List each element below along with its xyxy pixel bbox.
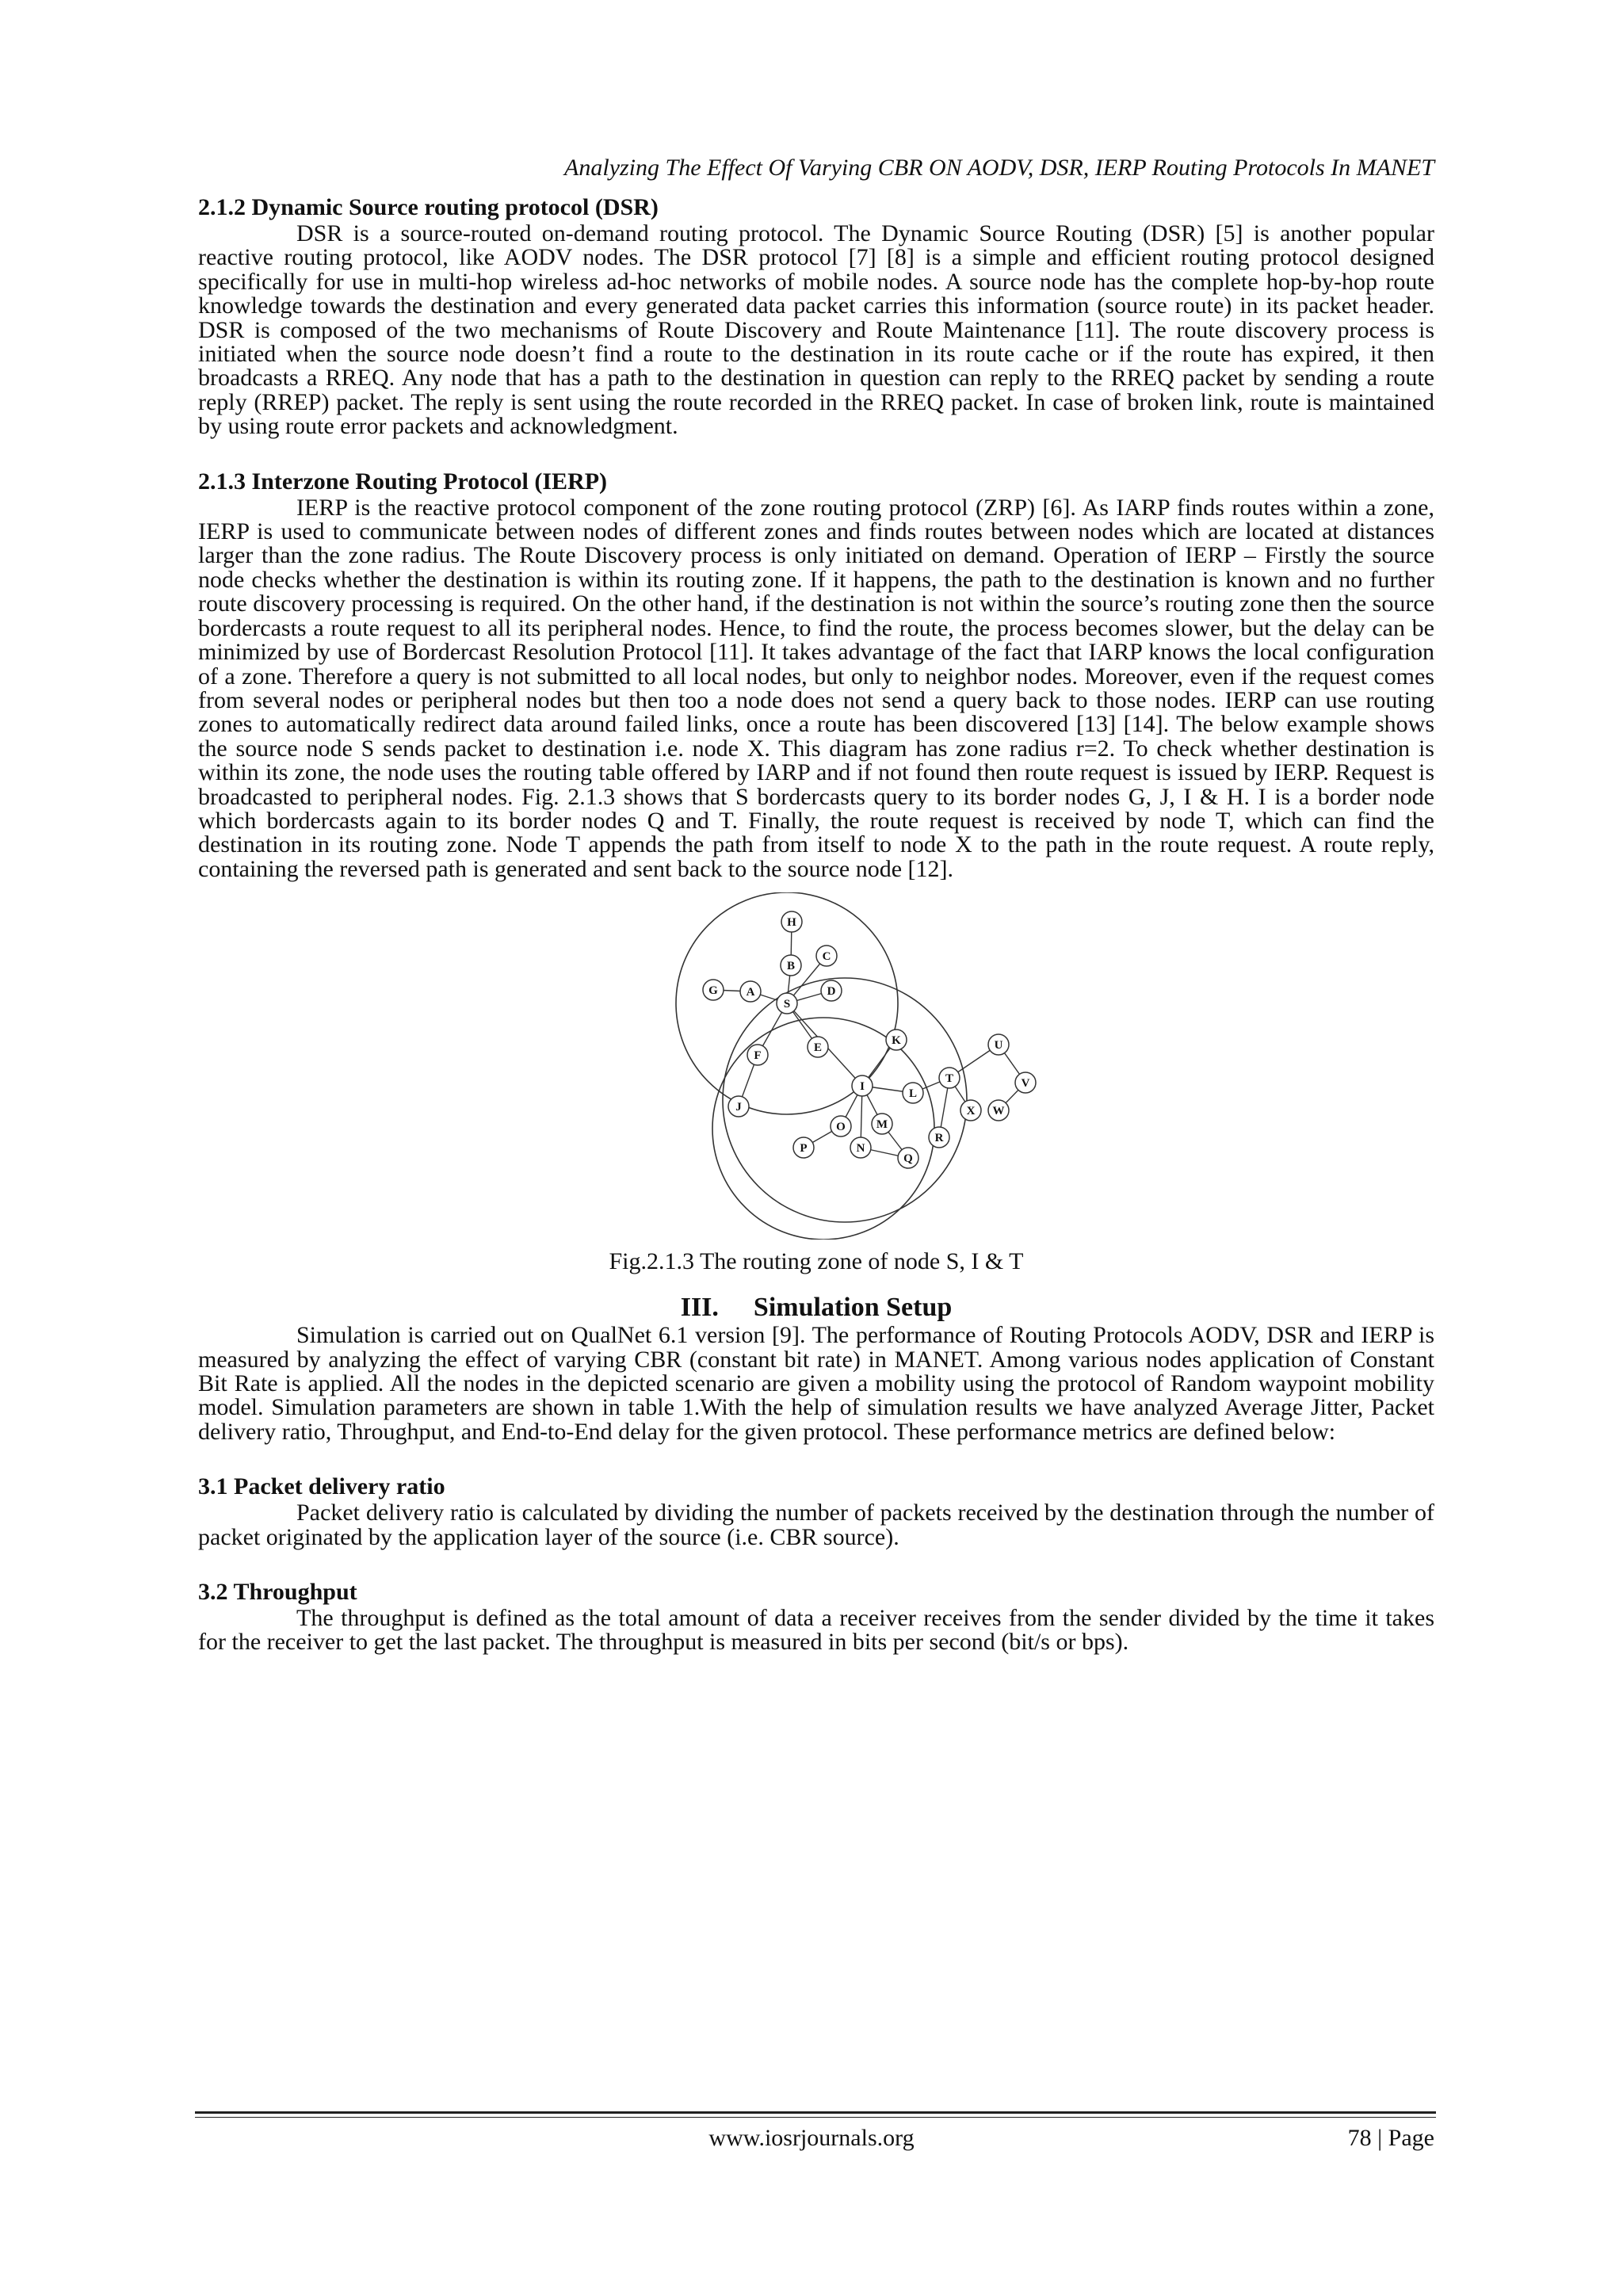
node-label: V [1021,1077,1030,1091]
section-number: III. [680,1293,719,1323]
node-label: Q [903,1152,913,1166]
node-label: B [786,960,796,973]
footer-rule-thin [195,2117,1436,2118]
section-title: Simulation Setup [753,1293,953,1323]
page-number: 78 | Page [1347,2125,1434,2151]
node-label: L [908,1087,918,1101]
heading-3-1: 3.1 Packet delivery ratio [198,1473,445,1500]
paragraph-dsr: DSR is a source-routed on-demand routing protocol. The Dynamic Source Routing (DSR) [5] is another popular reactive routing protocol, like AODV nodes. The DSR protocol [7] [8] is a simple and efficient routing protocol designed specifically for use in multi-hop wireless ad-hoc networks of mobile nodes. A source node has the complete hop-by-hop route knowledge towards the destination and every generated data packet carries this information (source route) in its packet header. DSR is composed of the two mechanisms of Route Discovery and Route Maintenance [11]. The route discovery process is initiated when the source node doesn’t find a route to the destination in its route cache or if the route has expired, it then broadcasts a RREQ. Any node that has a path to the destination in question can reply to the RREQ packet by sending a route reply (RREP) packet. The reply is sent using the route recorded in the RREQ packet. In case of broken link, route is maintained by using route error packets and acknowledgment. [198,220,1434,440]
paragraph-ierp: IERP is the reactive protocol component of the zone routing protocol (ZRP) [6]. As IARP finds routes within a zone, IERP is used to communicate between nodes of different zones and finds routes between nodes which are located at distances larger than the zone radius. The Route Discovery process is only initiated on demand. Operation of IERP – Firstly the source node checks whether the destination is within its routing zone. If it happens, the path to the destination is known and no further route discovery processing is required. On the other hand, if the destination is not within the source’s routing zone then the source bordercasts a route request to all its peripheral nodes. Hence, to find the route, the process becomes slower, but the delay can be minimized by use of Bordercast Resolution Protocol [11]. It takes advantage of the fact that IARP knows the local configuration of a zone. Therefore a query is not submitted to all local nodes, but only to neighbor nodes. Moreover, even if the request comes from several nodes or peripheral nodes but then too a node does not send a query back to those nodes. IERP can use routing zones to automatically redirect data around failed links, once a route has been discovered [13] [14]. The below example shows the source node S sends packet to destination i.e. node X. This diagram has zone radius r=2. To check whether destination is within its zone, the node uses the routing table offered by IARP and if not found then route request is issued by IERP. Request is broadcasted to peripheral nodes. Fig. 2.1.3 shows that S bordercasts query to its border nodes G, J, I & H. I is a border node which bordercasts again to its border nodes Q and T. Finally, the route request is received by node T, which can find the destination in its routing zone. Node T appends the path from itself to node X to the path in the route request. A route reply, containing the reversed path is generated and sent back to the source node [12]. [198,494,1434,882]
node-label: H [787,916,796,930]
node-label: O [836,1121,846,1134]
page-content [198,193,1434,1655]
heading-2-1-3: 2.1.3 Interzone Routing Protocol (IERP) [198,468,608,495]
figure-routing-zone [198,892,1434,1240]
heading-2-1-2: 2.1.2 Dynamic Source routing protocol (DSR) [198,194,659,220]
node-label: E [813,1041,823,1055]
node-label: U [994,1039,1003,1052]
node-label: G [708,984,718,998]
node-label: C [822,950,831,964]
heading-3-2: 3.2 Throughput [198,1579,357,1605]
node-label: R [934,1132,944,1145]
node-label: A [746,986,755,999]
footer-url[interactable]: www.iosrjournals.org [708,2125,915,2151]
node-label: T [945,1072,954,1086]
running-title: Analyzing The Effect Of Varying CBR ON AODV, DSR, IERP Routing Protocols In MANET [564,155,1434,181]
node-label: W [992,1105,1005,1118]
figure-caption: Fig.2.1.3 The routing zone of node S, I & T [609,1248,1024,1275]
node-label: X [966,1105,976,1118]
section-heading [198,1292,1434,1324]
paragraph-throughput: The throughput is defined as the total amount of data a receiver receives from the sender divided by the time it takes for the receiver to get the last packet. The throughput is measured in bits per second (bit/s or bps). [198,1605,1434,1656]
node-label: K [892,1034,901,1048]
node-label: I [860,1080,865,1094]
node-label: P [800,1142,808,1156]
paragraph-pdr: Packet delivery ratio is calculated by dividing the number of packets received by the destination through the number of packet originated by the application layer of the source (i.e. CBR source). [198,1499,1434,1550]
paragraph-simulation: Simulation is carried out on QualNet 6.1 version [9]. The performance of Routing Protocols AODV, DSR and IERP is measured by analyzing the effect of varying CBR (constant bit rate) in MANET. Among various nodes application of Constant Bit Rate is applied. All the nodes in the depicted scenario are given a mobility using the protocol of Random waypoint mobility model. Simulation parameters are shown in table 1.With the help of simulation results we have analyzed Average Jitter, Packet delivery ratio, Throughput, and End-to-End delay for the given protocol. These performance metrics are defined below: [198,1322,1434,1445]
node-label: F [754,1049,762,1063]
node-label: M [876,1118,888,1132]
routing-zone-diagram [618,892,1236,1240]
node-label: D [827,985,836,999]
footer-rule [195,2111,1436,2114]
node-label: N [856,1142,865,1156]
node-label: J [735,1101,742,1114]
node-label: S [783,998,791,1011]
